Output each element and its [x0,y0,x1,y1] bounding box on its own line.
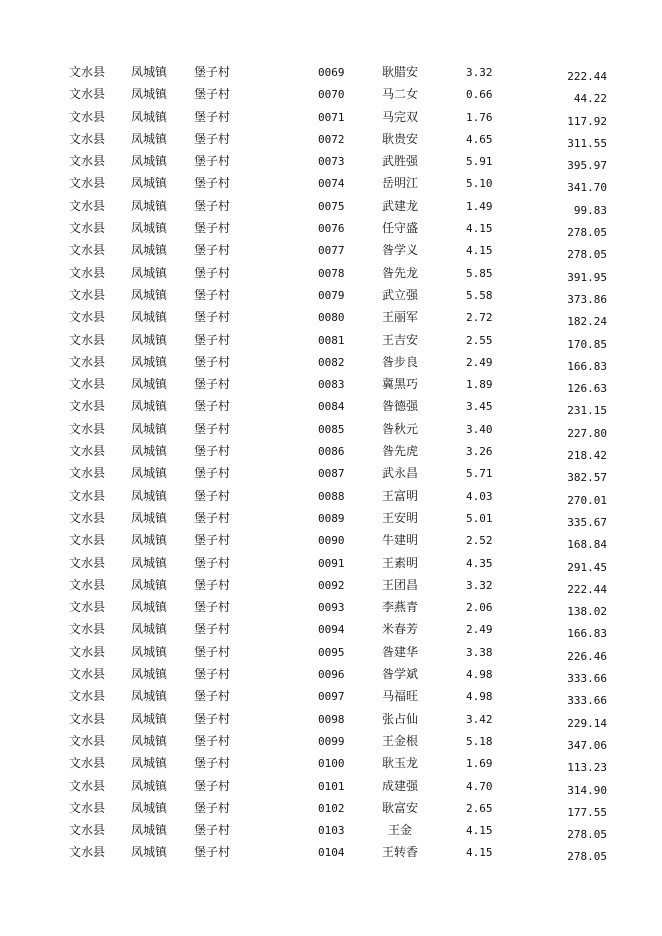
county-cell: 文水县 [69,466,106,481]
code-cell: 0095 [318,645,345,659]
county-cell: 文水县 [69,510,106,525]
name-cell: 李燕青 [381,600,418,615]
county-cell: 文水县 [69,555,106,570]
village-cell: 堡子村 [194,555,231,570]
village-cell: 堡子村 [194,421,231,436]
county-cell: 文水县 [69,600,106,615]
area-cell: 4.15 [466,824,493,838]
table-row [0,395,662,417]
village-cell: 堡子村 [194,800,231,815]
town-cell: 凤城镇 [131,154,168,169]
table-row [0,106,662,128]
county-cell: 文水县 [69,65,106,79]
name-cell: 王转香 [381,845,418,860]
county-cell: 文水县 [69,310,106,325]
area-cell: 5.85 [466,266,493,280]
code-cell: 0077 [318,244,345,258]
name-cell: 冀黑巧 [381,377,418,392]
village-cell: 堡子村 [194,600,231,615]
table-row [0,730,662,752]
amount-cell: 126.63 [567,382,607,396]
village-cell: 堡子村 [194,444,231,459]
table-row [0,217,662,239]
village-cell: 堡子村 [194,65,231,79]
table-row [0,819,662,841]
town-cell: 凤城镇 [131,689,168,704]
area-cell: 4.15 [466,222,493,236]
area-cell: 2.49 [466,623,493,637]
area-cell: 4.15 [466,846,493,860]
code-cell: 0083 [318,378,345,392]
amount-cell: 278.05 [567,226,607,240]
code-cell: 0084 [318,400,345,414]
area-cell: 2.52 [466,534,493,548]
county-cell: 文水县 [69,131,106,146]
name-cell: 昝学义 [381,243,418,258]
code-cell: 0088 [318,489,345,503]
village-cell: 堡子村 [194,733,231,748]
code-cell: 0096 [318,668,345,682]
table-row [0,841,662,863]
table-row [0,329,662,351]
code-cell: 0103 [318,824,345,838]
code-cell: 0078 [318,266,345,280]
name-cell: 武立强 [381,287,418,302]
area-cell: 4.03 [466,489,493,503]
name-cell: 昝德强 [381,399,418,414]
town-cell: 凤城镇 [131,131,168,146]
village-cell: 堡子村 [194,221,231,236]
county-cell: 文水县 [69,198,106,213]
table-row [0,83,662,105]
amount-cell: 391.95 [567,270,607,284]
code-cell: 0072 [318,132,345,146]
county-cell: 文水县 [69,845,106,860]
village-cell: 堡子村 [194,310,231,325]
code-cell: 0073 [318,155,345,169]
area-cell: 3.42 [466,712,493,726]
name-cell: 王安明 [381,510,418,525]
table-row [0,373,662,395]
village-cell: 堡子村 [194,109,231,124]
code-cell: 0101 [318,779,345,793]
table-row [0,440,662,462]
amount-cell: 395.97 [567,159,607,173]
table-row [0,775,662,797]
amount-cell: 166.83 [567,627,607,641]
name-cell: 耿富安 [381,800,418,815]
village-cell: 堡子村 [194,778,231,793]
code-cell: 0087 [318,467,345,481]
name-cell: 武胜强 [381,154,418,169]
area-cell: 4.98 [466,668,493,682]
county-cell: 文水县 [69,377,106,392]
name-cell: 昝学斌 [381,667,418,682]
table-row [0,195,662,217]
table-row [0,574,662,596]
table-row [0,529,662,551]
town-cell: 凤城镇 [131,510,168,525]
table-row [0,61,662,83]
town-cell: 凤城镇 [131,377,168,392]
county-cell: 文水县 [69,332,106,347]
table-row [0,752,662,774]
county-cell: 文水县 [69,823,106,838]
town-cell: 凤城镇 [131,711,168,726]
table-row [0,797,662,819]
area-cell: 2.06 [466,601,493,615]
table-row [0,596,662,618]
area-cell: 2.49 [466,355,493,369]
amount-cell: 311.55 [567,136,607,150]
county-cell: 文水县 [69,533,106,548]
town-cell: 凤城镇 [131,421,168,436]
amount-cell: 270.01 [567,493,607,507]
name-cell: 武永昌 [381,466,418,481]
county-cell: 文水县 [69,689,106,704]
amount-cell: 347.06 [567,738,607,752]
code-cell: 0104 [318,846,345,860]
name-cell: 马福旺 [381,689,418,704]
village-cell: 堡子村 [194,354,231,369]
village-cell: 堡子村 [194,756,231,771]
area-cell: 5.58 [466,288,493,302]
area-cell: 1.49 [466,199,493,213]
area-cell: 0.66 [466,88,493,102]
code-cell: 0089 [318,511,345,525]
county-cell: 文水县 [69,221,106,236]
town-cell: 凤城镇 [131,800,168,815]
area-cell: 3.40 [466,422,493,436]
code-cell: 0097 [318,690,345,704]
amount-cell: 166.83 [567,359,607,373]
town-cell: 凤城镇 [131,221,168,236]
table-row [0,552,662,574]
area-cell: 4.70 [466,779,493,793]
amount-cell: 113.23 [567,761,607,775]
town-cell: 凤城镇 [131,756,168,771]
town-cell: 凤城镇 [131,778,168,793]
town-cell: 凤城镇 [131,622,168,637]
code-cell: 0093 [318,601,345,615]
village-cell: 堡子村 [194,711,231,726]
area-cell: 3.26 [466,445,493,459]
town-cell: 凤城镇 [131,600,168,615]
name-cell: 成建强 [381,778,418,793]
county-cell: 文水县 [69,176,106,191]
county-cell: 文水县 [69,577,106,592]
amount-cell: 382.57 [567,471,607,485]
code-cell: 0086 [318,445,345,459]
name-cell: 耿腊安 [381,65,418,79]
county-cell: 文水县 [69,644,106,659]
village-cell: 堡子村 [194,287,231,302]
county-cell: 文水县 [69,711,106,726]
name-cell: 昝秋元 [381,421,418,436]
amount-cell: 138.02 [567,605,607,619]
code-cell: 0099 [318,734,345,748]
name-cell: 马完双 [381,109,418,124]
village-cell: 堡子村 [194,488,231,503]
area-cell: 1.76 [466,110,493,124]
county-cell: 文水县 [69,800,106,815]
code-cell: 0091 [318,556,345,570]
county-cell: 文水县 [69,154,106,169]
name-cell: 昝先龙 [381,265,418,280]
area-cell: 2.55 [466,333,493,347]
code-cell: 0092 [318,578,345,592]
area-cell: 4.35 [466,556,493,570]
county-cell: 文水县 [69,622,106,637]
code-cell: 0070 [318,88,345,102]
name-cell: 马二女 [381,87,418,102]
county-cell: 文水县 [69,399,106,414]
code-cell: 0085 [318,422,345,436]
county-cell: 文水县 [69,733,106,748]
county-cell: 文水县 [69,265,106,280]
town-cell: 凤城镇 [131,667,168,682]
town-cell: 凤城镇 [131,198,168,213]
amount-cell: 117.92 [567,114,607,128]
name-cell: 王丽军 [381,310,418,325]
county-cell: 文水县 [69,488,106,503]
town-cell: 凤城镇 [131,823,168,838]
town-cell: 凤城镇 [131,176,168,191]
table-row [0,150,662,172]
name-cell: 王金根 [381,733,418,748]
county-cell: 文水县 [69,444,106,459]
amount-cell: 278.05 [567,850,607,864]
village-cell: 堡子村 [194,131,231,146]
amount-cell: 44.22 [573,92,607,106]
table-row [0,641,662,663]
amount-cell: 222.44 [567,582,607,596]
village-cell: 堡子村 [194,198,231,213]
village-cell: 堡子村 [194,533,231,548]
name-cell: 岳明江 [381,176,418,191]
town-cell: 凤城镇 [131,466,168,481]
county-cell: 文水县 [69,354,106,369]
amount-cell: 373.86 [567,292,607,306]
name-cell: 任守盛 [381,221,418,236]
amount-cell: 170.85 [567,337,607,351]
area-cell: 1.69 [466,757,493,771]
area-cell: 1.89 [466,378,493,392]
amount-cell: 227.80 [567,426,607,440]
area-cell: 2.65 [466,801,493,815]
town-cell: 凤城镇 [131,287,168,302]
area-cell: 3.38 [466,645,493,659]
village-cell: 堡子村 [194,823,231,838]
data-table [0,61,662,864]
village-cell: 堡子村 [194,176,231,191]
area-cell: 5.10 [466,177,493,191]
amount-cell: 222.44 [567,70,607,83]
town-cell: 凤城镇 [131,109,168,124]
code-cell: 0090 [318,534,345,548]
town-cell: 凤城镇 [131,488,168,503]
town-cell: 凤城镇 [131,243,168,258]
village-cell: 堡子村 [194,265,231,280]
code-cell: 0081 [318,333,345,347]
table-row [0,306,662,328]
county-cell: 文水县 [69,109,106,124]
town-cell: 凤城镇 [131,399,168,414]
amount-cell: 226.46 [567,649,607,663]
table-row [0,172,662,194]
code-cell: 0071 [318,110,345,124]
county-cell: 文水县 [69,243,106,258]
name-cell: 王团昌 [381,577,418,592]
amount-cell: 278.05 [567,828,607,842]
amount-cell: 177.55 [567,805,607,819]
county-cell: 文水县 [69,667,106,682]
area-cell: 3.32 [466,66,493,79]
town-cell: 凤城镇 [131,577,168,592]
amount-cell: 291.45 [567,560,607,574]
table-row [0,708,662,730]
name-cell: 王金 [387,823,412,838]
village-cell: 堡子村 [194,845,231,860]
table-row [0,618,662,640]
area-cell: 4.65 [466,132,493,146]
name-cell: 张占仙 [381,711,418,726]
town-cell: 凤城镇 [131,265,168,280]
name-cell: 昝建华 [381,644,418,659]
village-cell: 堡子村 [194,667,231,682]
amount-cell: 278.05 [567,248,607,262]
town-cell: 凤城镇 [131,87,168,102]
code-cell: 0069 [318,66,345,79]
code-cell: 0079 [318,288,345,302]
town-cell: 凤城镇 [131,644,168,659]
code-cell: 0076 [318,222,345,236]
name-cell: 耿玉龙 [381,756,418,771]
area-cell: 5.01 [466,511,493,525]
village-cell: 堡子村 [194,577,231,592]
amount-cell: 99.83 [573,203,607,217]
village-cell: 堡子村 [194,510,231,525]
amount-cell: 168.84 [567,538,607,552]
table-row [0,663,662,685]
area-cell: 4.98 [466,690,493,704]
area-cell: 5.18 [466,734,493,748]
county-cell: 文水县 [69,756,106,771]
amount-cell: 335.67 [567,515,607,529]
village-cell: 堡子村 [194,87,231,102]
name-cell: 武建龙 [381,198,418,213]
area-cell: 5.91 [466,155,493,169]
table-row [0,239,662,261]
name-cell: 昝先虎 [381,444,418,459]
county-cell: 文水县 [69,87,106,102]
town-cell: 凤城镇 [131,555,168,570]
amount-cell: 229.14 [567,716,607,730]
village-cell: 堡子村 [194,243,231,258]
area-cell: 3.32 [466,578,493,592]
amount-cell: 231.15 [567,404,607,418]
amount-cell: 333.66 [567,672,607,686]
table-row [0,462,662,484]
code-cell: 0082 [318,355,345,369]
table-row [0,418,662,440]
code-cell: 0094 [318,623,345,637]
village-cell: 堡子村 [194,644,231,659]
village-cell: 堡子村 [194,154,231,169]
table-row [0,685,662,707]
village-cell: 堡子村 [194,689,231,704]
county-cell: 文水县 [69,421,106,436]
name-cell: 昝步良 [381,354,418,369]
table-row [0,485,662,507]
village-cell: 堡子村 [194,399,231,414]
town-cell: 凤城镇 [131,310,168,325]
town-cell: 凤城镇 [131,533,168,548]
table-row [0,351,662,373]
county-cell: 文水县 [69,778,106,793]
town-cell: 凤城镇 [131,354,168,369]
name-cell: 王富明 [381,488,418,503]
amount-cell: 341.70 [567,181,607,195]
town-cell: 凤城镇 [131,733,168,748]
name-cell: 王吉安 [381,332,418,347]
code-cell: 0098 [318,712,345,726]
area-cell: 2.72 [466,311,493,325]
name-cell: 王素明 [381,555,418,570]
code-cell: 0074 [318,177,345,191]
amount-cell: 333.66 [567,694,607,708]
amount-cell: 218.42 [567,449,607,463]
village-cell: 堡子村 [194,466,231,481]
town-cell: 凤城镇 [131,332,168,347]
area-cell: 5.71 [466,467,493,481]
table-row [0,507,662,529]
code-cell: 0080 [318,311,345,325]
village-cell: 堡子村 [194,377,231,392]
name-cell: 耿贵安 [381,131,418,146]
village-cell: 堡子村 [194,332,231,347]
village-cell: 堡子村 [194,622,231,637]
amount-cell: 314.90 [567,783,607,797]
code-cell: 0075 [318,199,345,213]
code-cell: 0102 [318,801,345,815]
name-cell: 米春芳 [381,622,418,637]
code-cell: 0100 [318,757,345,771]
table-row [0,262,662,284]
amount-cell: 182.24 [567,315,607,329]
county-cell: 文水县 [69,287,106,302]
town-cell: 凤城镇 [131,65,168,79]
area-cell: 4.15 [466,244,493,258]
town-cell: 凤城镇 [131,845,168,860]
table-row [0,128,662,150]
area-cell: 3.45 [466,400,493,414]
table-row [0,284,662,306]
town-cell: 凤城镇 [131,444,168,459]
name-cell: 牛建明 [381,533,418,548]
